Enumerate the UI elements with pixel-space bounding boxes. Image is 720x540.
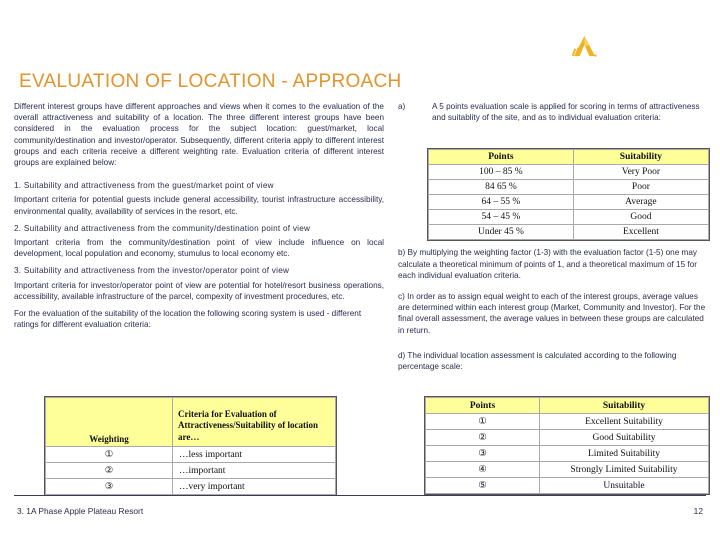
note-c-text: c) In order as to assign equal weight to each of the interest groups, average values are determined within each interest group (Market, Community and Investor). For the final overall assessment, the average values in between these groups are calculated in return. — [398, 292, 706, 335]
cell-points: ⑤ — [426, 478, 540, 494]
table-row — [429, 210, 709, 225]
table-row — [426, 462, 709, 478]
page-title: EVALUATION OF LOCATION - APPROACH — [19, 71, 402, 92]
criteria-1-heading: 1. Suitability and attractiveness from the guest/market point of view — [14, 181, 274, 191]
table-row — [429, 165, 709, 180]
table-header-row — [426, 398, 709, 414]
cell-suitability: Excellent — [573, 225, 708, 240]
header-banner — [28, 11, 720, 61]
criteria-1-body: Important criteria for potential guests include general accessibility, tourist infrastructure accessibility, environmental quality, availability of services in the resort, etc. — [14, 195, 384, 216]
cell-suitability: Poor — [573, 180, 708, 195]
criteria-2-body: Important criteria from the community/destination point of view include influence on local development, local population and economy, stumulus to local economy etc. — [14, 238, 384, 259]
cell-suitability: Excellent Suitability — [540, 414, 709, 430]
company-name: Public Company Stara planina — [74, 40, 262, 55]
note-a-text: A 5 points evaluation scale is applied for scoring in terms of attractiveness and suitablity of the site, and as to individual evaluation criteria: — [432, 102, 700, 123]
cell-importance: …very important — [173, 479, 336, 495]
table-row — [426, 414, 709, 430]
mountain-peak-logo-icon — [572, 35, 597, 58]
cell-points: ③ — [426, 446, 540, 462]
cell-points: ① — [426, 414, 540, 430]
brand-name: Horwath HTL — [602, 37, 700, 55]
points-col-header: Points — [429, 150, 574, 165]
cell-suitability: Very Poor — [573, 165, 708, 180]
cell-points: 84 65 % — [429, 180, 574, 195]
cell-weight: ② — [46, 463, 173, 479]
table-row — [46, 463, 336, 479]
note-a-marker: a) — [398, 102, 406, 111]
criteria-3-body: Important criteria for investor/operator point of view are potential for hotel/resort business operations, accessibility, available infrastructure of the parcel, compexity of investment procedures, etc. — [14, 280, 384, 301]
page-number: 12 — [693, 506, 703, 516]
weighting-criteria-table — [44, 396, 337, 496]
suitability-col-header: Suitability — [573, 150, 708, 165]
cell-importance: …less important — [173, 447, 336, 463]
table-header-row — [46, 398, 336, 447]
table-row — [46, 447, 336, 463]
criteria-col-header: Criteria for Evaluation of Attractiveness/Suitability of location are… — [173, 398, 336, 447]
criteria-3-heading: 3. Suitability and attractiveness from the investor/operator point of view — [14, 266, 290, 276]
table-row — [426, 430, 709, 446]
cell-suitability: Limited Suitability — [540, 446, 709, 462]
intro-paragraph: Different interest groups have different approaches and views when it comes to the evaluation of the overall attractiveness and suitability of a location. The three different interest groups have been considered in the evaluation process for the subject location: guest/market, local community/destination and investor/operator. Subsequently, different criteria apply to different interest groups and each criteria receive a different weighting rate. Evaluation criteria of different interest groups are explained below: — [14, 102, 384, 168]
note-b-text: b) By multiplying the weighting factor (1-3) with the evaluation factor (1-5) one may calculate a theoretical minimum of points of 1, and a theoretical maximum of 15 for each individual evaluation criteria. — [398, 248, 697, 280]
points-col-header: Points — [426, 398, 540, 414]
table-header-row — [429, 150, 709, 165]
table-row — [429, 225, 709, 240]
cell-weight: ③ — [46, 479, 173, 495]
cell-points: 54 – 45 % — [429, 210, 574, 225]
suitability-col-header: Suitability — [540, 398, 709, 414]
brand-logo — [572, 35, 700, 58]
suitability-scale-table — [424, 396, 710, 495]
footer-label: 3. 1A Phase Apple Plateau Resort — [17, 506, 144, 516]
note-d-text: d) The individual location assessment is calculated according to the following percentage scale: — [398, 350, 677, 372]
table-row — [46, 479, 336, 495]
cell-weight: ① — [46, 447, 173, 463]
table-row — [426, 446, 709, 462]
cell-points: 100 – 85 % — [429, 165, 574, 180]
criteria-2-heading: 2. Suitability and attractiveness from the community/destination point of view — [14, 223, 311, 233]
table-row — [426, 478, 709, 494]
cell-points: 64 – 55 % — [429, 195, 574, 210]
cell-importance: …important — [173, 463, 336, 479]
left-text-column — [14, 101, 384, 336]
cell-suitability: Strongly Limited Suitability — [540, 462, 709, 478]
table-row — [429, 195, 709, 210]
scoring-system-note: For the evaluation of the suitability of the location the following scoring system is used - different ratings for different evaluation criteria: — [14, 309, 362, 330]
cell-suitability: Unsuitable — [540, 478, 709, 494]
cell-points: Under 45 % — [429, 225, 574, 240]
note-a — [398, 101, 708, 123]
cell-points: ④ — [426, 462, 540, 478]
cell-points: ② — [426, 430, 540, 446]
footer-divider — [14, 495, 706, 496]
cell-suitability: Average — [573, 195, 708, 210]
cell-suitability: Good — [573, 210, 708, 225]
cell-suitability: Good Suitability — [540, 430, 709, 446]
table-row — [429, 180, 709, 195]
weighting-col-header: Weighting — [46, 398, 173, 447]
points-suitability-table — [427, 148, 710, 241]
